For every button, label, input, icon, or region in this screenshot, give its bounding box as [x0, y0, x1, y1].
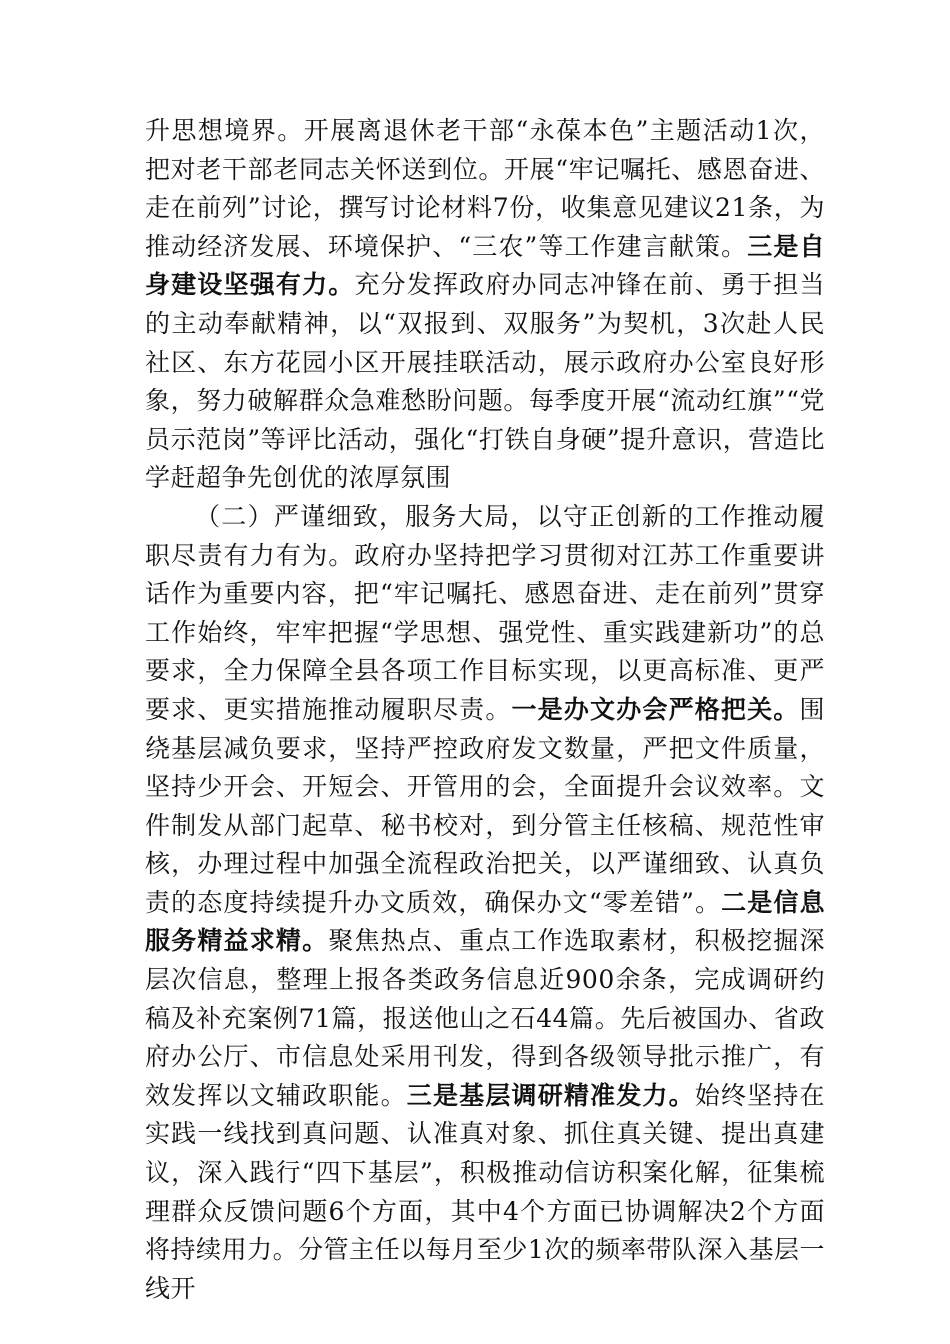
paragraph-1	[145, 112, 825, 498]
paragraph-2-heading-3: 三是基层调研精准发力。	[406, 1080, 695, 1110]
paragraph-1-text-2: 充分发挥政府办同志冲锋在前、勇于担当的主动奉献精神，以“双报到、双服务”为契机，3次赴人民社区、东方花园小区开展挂联活动，展示政府办公室良好形象，努力破解群众急难愁盼问题。每季度开展“流动红旗”“党员示范岗”等评比活动，强化“打铁自身硬”提升意识，营造比学赶超争先创优的浓厚氛围	[145, 270, 825, 493]
paragraph-2-heading-2: 二是信息服务精益求精。	[145, 887, 825, 956]
paragraph-2-text-1: （二）严谨细致，服务大局，以守正创新的工作推动履职尽责有力有为。政府办坚持把学习贯彻对江苏工作重要讲话作为重要内容，把“牢记嘱托、感恩奋进、走在前列”贯穿工作始终，牢牢把握“学思想、强党性、重实践建新功”的总要求，全力保障全县各项工作目标实现，以更高标准、更严要求、更实措施推动履职尽责。	[145, 501, 825, 724]
paragraph-1-heading-1: 三是自身建设坚强有力。	[145, 231, 825, 300]
paragraph-2-text-2: 围绕基层减负要求，坚持严控政府发文数量，严把文件质量，坚持少开会、开短会、开管用的会，全面提升会议效率。文件制发从部门起草、秘书校对，到分管主任核稿、规范性审核，办理过程中加强全流程政治把关，以严谨细致、认真负责的态度持续提升办文质效，确保办文“零差错”。	[145, 694, 825, 917]
paragraph-1-text-1: 升思想境界。开展离退休老干部“永葆本色”主题活动1次，把对老干部老同志关怀送到位。开展“牢记嘱托、感恩奋进、走在前列”讨论，撰写讨论材料7份，收集意见建议21条，为推动经济发展、环境保护、“三农”等工作建言献策。	[145, 116, 825, 261]
paragraph-2	[145, 498, 825, 1308]
document-page	[145, 112, 825, 1308]
paragraph-2-heading-1: 一是办文办会严格把关。	[511, 694, 800, 724]
paragraph-2-text-4: 始终坚持在实践一线找到真问题、认准真对象、抓住真关键、提出真建议，深入践行“四下基层”，积极推动信访积案化解，征集梳理群众反馈问题6个方面，其中4个方面已协调解决2个方面将持续用力。分管主任以每月至少1次的频率带队深入基层一线开	[145, 1080, 825, 1303]
paragraph-2-text-3: 聚焦热点、重点工作选取素材，积极挖掘深层次信息，整理上报各类政务信息近900余条，完成调研约稿及补充案例71篇，报送他山之石44篇。先后被国办、省政府办公厅、市信息处采用刊发，得到各级领导批示推广，有效发挥以文辅政职能。	[145, 926, 825, 1110]
